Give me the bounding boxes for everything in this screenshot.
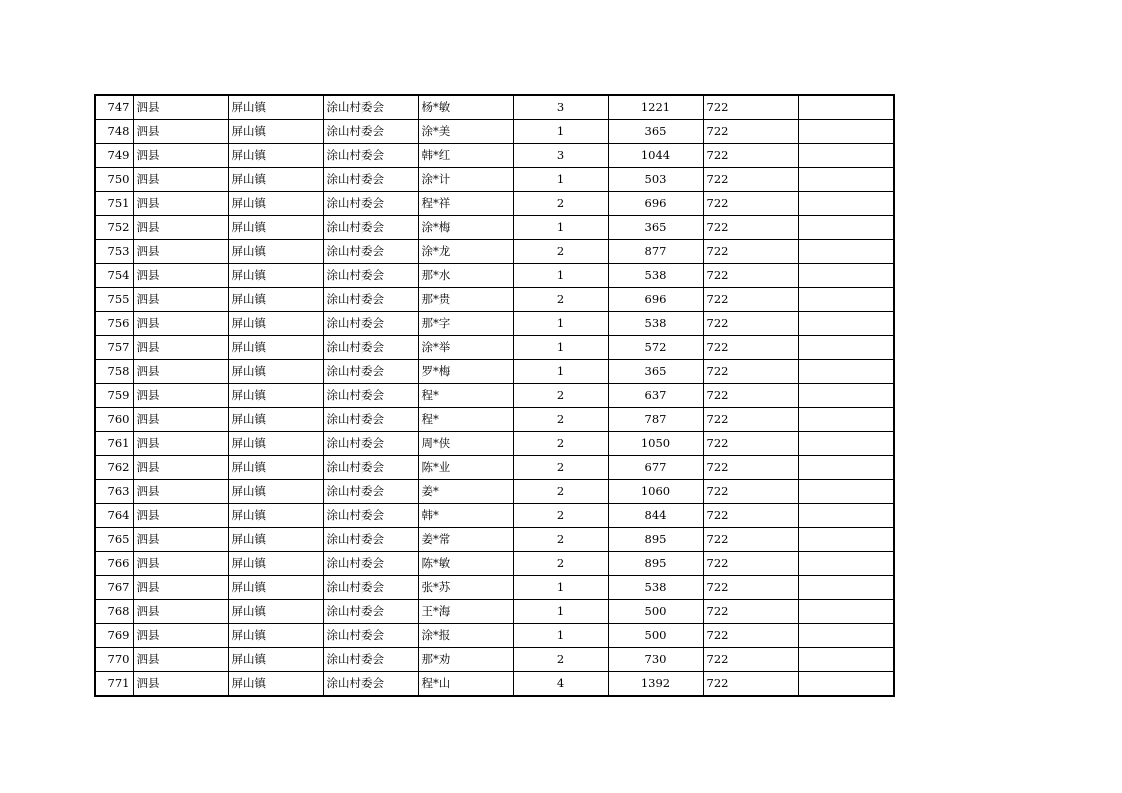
row-number-cell: 754 [95,264,133,288]
name-cell: 陈*敏 [418,552,513,576]
name-cell: 韩* [418,504,513,528]
household-size-cell: 1 [513,360,608,384]
household-size-cell: 2 [513,288,608,312]
town-cell: 屏山镇 [228,168,323,192]
remark-cell [798,600,894,624]
village-committee-cell: 涂山村委会 [323,336,418,360]
table-row [95,600,894,624]
county-cell: 泗县 [133,384,228,408]
county-cell: 泗县 [133,264,228,288]
table-row [95,336,894,360]
village-committee-cell: 涂山村委会 [323,408,418,432]
remark-cell [798,120,894,144]
table-row [95,168,894,192]
county-cell: 泗县 [133,144,228,168]
table-row [95,552,894,576]
household-size-cell: 1 [513,264,608,288]
table-row [95,456,894,480]
table-row [95,624,894,648]
table-row [95,528,894,552]
county-cell: 泗县 [133,192,228,216]
remark-cell [798,528,894,552]
table-row [95,144,894,168]
county-cell: 泗县 [133,120,228,144]
village-committee-cell: 涂山村委会 [323,384,418,408]
table-row [95,432,894,456]
code-cell: 722 [703,384,798,408]
code-cell: 722 [703,168,798,192]
code-cell: 722 [703,336,798,360]
amount-cell: 1060 [608,480,703,504]
household-size-cell: 2 [513,240,608,264]
town-cell: 屏山镇 [228,432,323,456]
village-committee-cell: 涂山村委会 [323,168,418,192]
table-row [95,648,894,672]
town-cell: 屏山镇 [228,312,323,336]
household-size-cell: 1 [513,600,608,624]
remark-cell [798,264,894,288]
town-cell: 屏山镇 [228,576,323,600]
table-row [95,672,894,697]
table-row [95,95,894,120]
amount-cell: 696 [608,288,703,312]
village-committee-cell: 涂山村委会 [323,600,418,624]
table-row [95,576,894,600]
household-size-cell: 1 [513,312,608,336]
remark-cell [798,552,894,576]
town-cell: 屏山镇 [228,240,323,264]
county-cell: 泗县 [133,240,228,264]
town-cell: 屏山镇 [228,624,323,648]
row-number-cell: 769 [95,624,133,648]
remark-cell [798,312,894,336]
table-row [95,504,894,528]
table-row [95,408,894,432]
row-number-cell: 748 [95,120,133,144]
name-cell: 涂*举 [418,336,513,360]
code-cell: 722 [703,144,798,168]
name-cell: 程*山 [418,672,513,697]
remark-cell [798,456,894,480]
name-cell: 罗*梅 [418,360,513,384]
county-cell: 泗县 [133,504,228,528]
county-cell: 泗县 [133,95,228,120]
table-row [95,120,894,144]
name-cell: 那*劝 [418,648,513,672]
household-size-cell: 1 [513,624,608,648]
amount-cell: 572 [608,336,703,360]
amount-cell: 538 [608,264,703,288]
row-number-cell: 765 [95,528,133,552]
table-row [95,312,894,336]
household-size-cell: 2 [513,384,608,408]
table-row [95,216,894,240]
amount-cell: 730 [608,648,703,672]
row-number-cell: 757 [95,336,133,360]
table-row [95,192,894,216]
remark-cell [798,576,894,600]
code-cell: 722 [703,552,798,576]
town-cell: 屏山镇 [228,528,323,552]
table-row [95,264,894,288]
village-committee-cell: 涂山村委会 [323,264,418,288]
code-cell: 722 [703,312,798,336]
town-cell: 屏山镇 [228,408,323,432]
name-cell: 涂*龙 [418,240,513,264]
name-cell: 那*字 [418,312,513,336]
county-cell: 泗县 [133,336,228,360]
county-cell: 泗县 [133,600,228,624]
household-size-cell: 4 [513,672,608,697]
village-committee-cell: 涂山村委会 [323,672,418,697]
household-size-cell: 1 [513,336,608,360]
village-committee-cell: 涂山村委会 [323,240,418,264]
amount-cell: 895 [608,552,703,576]
village-committee-cell: 涂山村委会 [323,192,418,216]
remark-cell [798,336,894,360]
name-cell: 韩*红 [418,144,513,168]
amount-cell: 895 [608,528,703,552]
village-committee-cell: 涂山村委会 [323,432,418,456]
code-cell: 722 [703,528,798,552]
amount-cell: 1392 [608,672,703,697]
county-cell: 泗县 [133,432,228,456]
remark-cell [798,288,894,312]
remark-cell [798,144,894,168]
county-cell: 泗县 [133,576,228,600]
county-cell: 泗县 [133,648,228,672]
row-number-cell: 755 [95,288,133,312]
household-size-cell: 1 [513,576,608,600]
remark-cell [798,624,894,648]
code-cell: 722 [703,360,798,384]
county-cell: 泗县 [133,360,228,384]
county-cell: 泗县 [133,216,228,240]
name-cell: 程* [418,384,513,408]
remark-cell [798,168,894,192]
remark-cell [798,432,894,456]
household-size-cell: 2 [513,456,608,480]
household-size-cell: 3 [513,95,608,120]
household-size-cell: 2 [513,432,608,456]
amount-cell: 1221 [608,95,703,120]
town-cell: 屏山镇 [228,600,323,624]
remark-cell [798,95,894,120]
code-cell: 722 [703,576,798,600]
code-cell: 722 [703,95,798,120]
amount-cell: 1044 [608,144,703,168]
county-cell: 泗县 [133,288,228,312]
row-number-cell: 767 [95,576,133,600]
row-number-cell: 761 [95,432,133,456]
amount-cell: 500 [608,624,703,648]
household-size-cell: 2 [513,480,608,504]
town-cell: 屏山镇 [228,264,323,288]
town-cell: 屏山镇 [228,95,323,120]
code-cell: 722 [703,432,798,456]
name-cell: 涂*计 [418,168,513,192]
name-cell: 那*水 [418,264,513,288]
amount-cell: 365 [608,360,703,384]
town-cell: 屏山镇 [228,192,323,216]
town-cell: 屏山镇 [228,384,323,408]
code-cell: 722 [703,480,798,504]
table-row [95,480,894,504]
household-size-cell: 2 [513,528,608,552]
amount-cell: 1050 [608,432,703,456]
village-committee-cell: 涂山村委会 [323,216,418,240]
remark-cell [798,480,894,504]
household-size-cell: 1 [513,216,608,240]
amount-cell: 365 [608,120,703,144]
row-number-cell: 751 [95,192,133,216]
code-cell: 722 [703,408,798,432]
name-cell: 陈*业 [418,456,513,480]
county-cell: 泗县 [133,480,228,504]
town-cell: 屏山镇 [228,648,323,672]
town-cell: 屏山镇 [228,360,323,384]
village-committee-cell: 涂山村委会 [323,144,418,168]
amount-cell: 787 [608,408,703,432]
row-number-cell: 766 [95,552,133,576]
row-number-cell: 752 [95,216,133,240]
remark-cell [798,216,894,240]
village-committee-cell: 涂山村委会 [323,480,418,504]
village-committee-cell: 涂山村委会 [323,312,418,336]
name-cell: 姜*常 [418,528,513,552]
row-number-cell: 760 [95,408,133,432]
county-cell: 泗县 [133,672,228,697]
name-cell: 周*侠 [418,432,513,456]
remark-cell [798,240,894,264]
household-size-cell: 2 [513,504,608,528]
table-row [95,360,894,384]
code-cell: 722 [703,600,798,624]
village-committee-cell: 涂山村委会 [323,120,418,144]
row-number-cell: 770 [95,648,133,672]
name-cell: 王*海 [418,600,513,624]
row-number-cell: 762 [95,456,133,480]
town-cell: 屏山镇 [228,216,323,240]
amount-cell: 677 [608,456,703,480]
code-cell: 722 [703,264,798,288]
household-size-cell: 3 [513,144,608,168]
town-cell: 屏山镇 [228,120,323,144]
amount-cell: 538 [608,312,703,336]
name-cell: 那*贵 [418,288,513,312]
code-cell: 722 [703,648,798,672]
county-cell: 泗县 [133,168,228,192]
household-size-cell: 2 [513,192,608,216]
name-cell: 程* [418,408,513,432]
remark-cell [798,504,894,528]
amount-cell: 500 [608,600,703,624]
household-size-cell: 2 [513,552,608,576]
row-number-cell: 750 [95,168,133,192]
town-cell: 屏山镇 [228,480,323,504]
village-committee-cell: 涂山村委会 [323,288,418,312]
county-cell: 泗县 [133,408,228,432]
code-cell: 722 [703,456,798,480]
town-cell: 屏山镇 [228,456,323,480]
town-cell: 屏山镇 [228,672,323,697]
row-number-cell: 758 [95,360,133,384]
row-number-cell: 763 [95,480,133,504]
village-committee-cell: 涂山村委会 [323,456,418,480]
code-cell: 722 [703,504,798,528]
row-number-cell: 771 [95,672,133,697]
table-row [95,384,894,408]
name-cell: 涂*美 [418,120,513,144]
town-cell: 屏山镇 [228,552,323,576]
village-committee-cell: 涂山村委会 [323,528,418,552]
code-cell: 722 [703,192,798,216]
remark-cell [798,384,894,408]
row-number-cell: 749 [95,144,133,168]
code-cell: 722 [703,240,798,264]
county-cell: 泗县 [133,528,228,552]
county-cell: 泗县 [133,552,228,576]
town-cell: 屏山镇 [228,144,323,168]
village-committee-cell: 涂山村委会 [323,95,418,120]
amount-cell: 696 [608,192,703,216]
amount-cell: 365 [608,216,703,240]
remark-cell [798,192,894,216]
household-size-cell: 1 [513,168,608,192]
village-committee-cell: 涂山村委会 [323,648,418,672]
code-cell: 722 [703,624,798,648]
code-cell: 722 [703,288,798,312]
county-cell: 泗县 [133,456,228,480]
village-committee-cell: 涂山村委会 [323,360,418,384]
village-committee-cell: 涂山村委会 [323,504,418,528]
amount-cell: 877 [608,240,703,264]
remark-cell [798,408,894,432]
household-size-cell: 1 [513,120,608,144]
data-table [94,94,895,697]
row-number-cell: 747 [95,95,133,120]
county-cell: 泗县 [133,624,228,648]
household-size-cell: 2 [513,648,608,672]
remark-cell [798,672,894,697]
remark-cell [798,648,894,672]
amount-cell: 538 [608,576,703,600]
name-cell: 张*苏 [418,576,513,600]
table-body [95,95,894,696]
table-row [95,240,894,264]
row-number-cell: 768 [95,600,133,624]
name-cell: 涂*报 [418,624,513,648]
name-cell: 程*祥 [418,192,513,216]
row-number-cell: 753 [95,240,133,264]
town-cell: 屏山镇 [228,288,323,312]
amount-cell: 503 [608,168,703,192]
name-cell: 姜* [418,480,513,504]
amount-cell: 637 [608,384,703,408]
row-number-cell: 759 [95,384,133,408]
town-cell: 屏山镇 [228,336,323,360]
row-number-cell: 764 [95,504,133,528]
code-cell: 722 [703,120,798,144]
household-size-cell: 2 [513,408,608,432]
code-cell: 722 [703,672,798,697]
table-row [95,288,894,312]
town-cell: 屏山镇 [228,504,323,528]
name-cell: 涂*梅 [418,216,513,240]
amount-cell: 844 [608,504,703,528]
county-cell: 泗县 [133,312,228,336]
row-number-cell: 756 [95,312,133,336]
remark-cell [798,360,894,384]
village-committee-cell: 涂山村委会 [323,576,418,600]
code-cell: 722 [703,216,798,240]
village-committee-cell: 涂山村委会 [323,624,418,648]
village-committee-cell: 涂山村委会 [323,552,418,576]
name-cell: 杨*敏 [418,95,513,120]
